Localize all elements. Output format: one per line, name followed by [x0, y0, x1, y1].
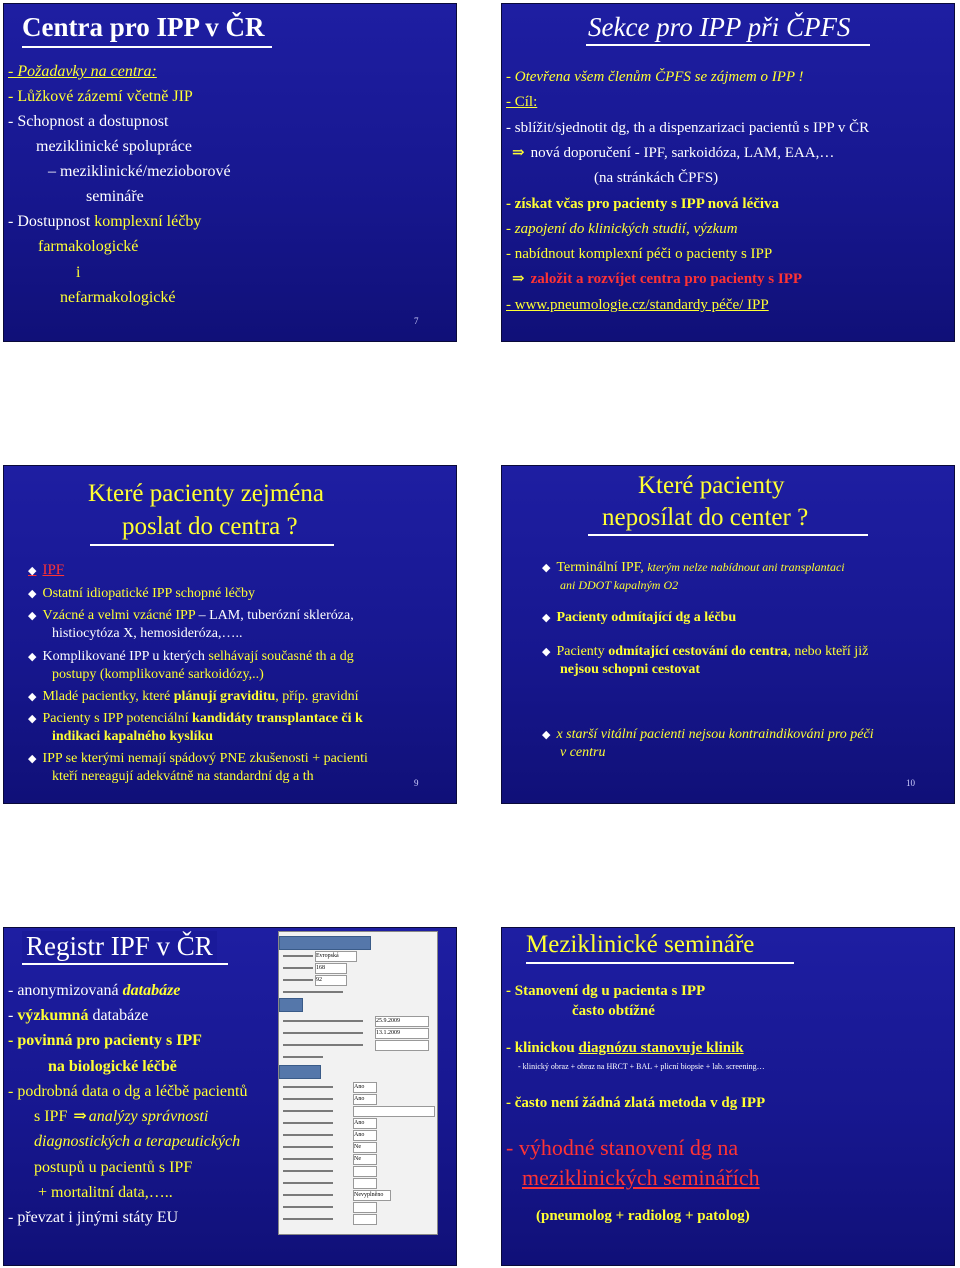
diamond-bullet-icon: ◆ — [28, 691, 37, 703]
slide-title: Meziklinické semináře — [526, 931, 755, 958]
bullet-line: - Lůžkové zázemí včetně JIP — [8, 88, 193, 105]
bullet-line: ◆ Vzácné a velmi vzácné IPP – LAM, tuberózní skleróza, — [28, 608, 354, 623]
bullet-line: ◆ Ostatní idiopatické IPP schopné léčby — [28, 586, 256, 601]
slide-title: neposílat do center ? — [602, 504, 809, 531]
bullet-line: - Požadavky na centra: — [8, 63, 157, 80]
form-value: Ano — [353, 1130, 377, 1141]
bullet-line: i — [76, 264, 81, 281]
slide-meziklinicke-seminare — [501, 927, 955, 1266]
bullet-line: nejsou schopni cestovat — [560, 662, 701, 677]
page-number: 9 — [414, 778, 419, 788]
bullet-line: v centru — [560, 745, 606, 760]
bullet-line: ◆ Pacienty odmítající dg a léčbu — [542, 610, 737, 625]
bullet-line: - výzkumná databáze — [8, 1007, 149, 1024]
bullet-line: ani DDOT kapalným O2 — [560, 578, 679, 592]
double-arrow-icon: ⇒ — [512, 145, 525, 161]
form-value: Ne — [353, 1154, 377, 1165]
bullet-line: ⇒ založit a rozvíjet centra pro pacienty s IPP — [512, 271, 803, 287]
bullet-line: na biologické léčbě — [48, 1058, 177, 1075]
form-value: Ano — [353, 1082, 377, 1093]
double-arrow-icon: ⇒ — [512, 271, 525, 287]
bullet-line: - podrobná data o dg a léčbě pacientů — [8, 1083, 248, 1100]
bullet-line: často obtížné — [572, 1003, 655, 1019]
form-section-header — [279, 998, 303, 1012]
bullet-line: postupy (komplikované sarkoidózy,..) — [52, 667, 264, 682]
diamond-bullet-icon: ◆ — [28, 713, 37, 725]
bullet-line: - povinná pro pacienty s IPF — [8, 1032, 202, 1049]
bullet-line: ◆ x starší vitální pacienti nejsou kontraindikováni pro péči — [542, 727, 874, 742]
bullet-line: farmakologické — [38, 238, 139, 255]
bullet-line: - Schopnost a dostupnost — [8, 113, 169, 130]
slide-title: Sekce pro IPP při ČPFS — [588, 12, 851, 42]
slide-registr-ipf — [3, 927, 457, 1266]
bullet-line: ◆ IPF — [28, 562, 65, 578]
bullet-line: semináře — [86, 188, 144, 205]
form-value: Ano — [353, 1094, 377, 1105]
bullet-line: ⇒ nová doporučení - IPF, sarkoidóza, LAM, EAA,… — [512, 145, 835, 161]
bullet-line: ◆ Komplikované IPP u kterých selhávají současné th a dg — [28, 649, 354, 664]
slide-title: Registr IPF v ČR — [22, 931, 217, 962]
title-underline — [526, 962, 794, 964]
bullet-line: - Dostupnost komplexní léčby — [8, 213, 202, 230]
form-section-header — [279, 936, 371, 950]
bullet-line: - převzat i jinými státy EU — [8, 1209, 179, 1226]
slide-title: poslat do centra ? — [122, 513, 298, 540]
page-number: 10 — [906, 778, 915, 788]
bullet-line: - sblížit/sjednotit dg, th a dispenzarizaci pacientů s IPP v ČR — [506, 120, 870, 136]
diamond-bullet-icon: ◆ — [542, 562, 551, 574]
slide-title: Které pacienty zejména — [88, 480, 324, 507]
diamond-bullet-icon: ◆ — [542, 729, 551, 741]
form-value: Evropská — [315, 951, 357, 962]
bullet-line: diagnostických a terapeutických — [34, 1133, 241, 1150]
title-underline — [588, 534, 868, 536]
bullet-line: indikaci kapalného kyslíku — [52, 729, 214, 744]
double-arrow-icon: ⇒ — [73, 1108, 87, 1125]
slide-sekce-pro-ipp — [501, 3, 955, 342]
bullet-line: kteří nereagují adekvátně na standardní dg a th — [52, 769, 314, 784]
title-underline — [22, 963, 228, 965]
bullet-line: (na stránkách ČPFS) — [594, 170, 719, 186]
form-value: 13.1.2009 — [375, 1028, 429, 1039]
bullet-line: nefarmakologické — [60, 289, 176, 306]
slide-centra-pro-ipp — [3, 3, 457, 342]
diamond-bullet-icon: ◆ — [28, 610, 37, 622]
form-value: 92 — [315, 975, 347, 986]
form-value: Ne — [353, 1142, 377, 1153]
title-underline — [586, 44, 870, 46]
slide-title: Které pacienty — [638, 472, 785, 499]
diamond-bullet-icon: ◆ — [28, 588, 37, 600]
bullet-line: ◆ Pacienty s IPP potenciální kandidáty transplantace či k — [28, 711, 363, 726]
bullet-line: ◆ Pacienty odmítající cestování do centra, nebo kteří již — [542, 644, 869, 659]
bullet-line: meziklinické spolupráce — [36, 138, 192, 155]
diamond-bullet-icon: ◆ — [28, 565, 37, 577]
bullet-line: - Stanovení dg u pacienta s IPP — [506, 983, 706, 999]
website-link[interactable]: - www.pneumologie.cz/standardy péče/ IPP — [506, 297, 769, 313]
bullet-line: - Otevřena všem členům ČPFS se zájmem o IPP ! — [506, 69, 804, 85]
bullet-line: + mortalitní data,….. — [38, 1184, 173, 1201]
page-number: 7 — [414, 316, 419, 326]
form-value: Ano — [353, 1118, 377, 1129]
slide-title: Centra pro IPP v ČR — [22, 12, 265, 42]
registry-form-screenshot — [278, 931, 438, 1235]
bullet-line: - Cíl: — [506, 94, 538, 110]
diamond-bullet-icon: ◆ — [542, 612, 551, 624]
bullet-line: - anonymizovaná databáze — [8, 982, 181, 999]
bullet-line: ◆ IPP se kterými nemají spádový PNE zkušenosti + pacienti — [28, 751, 368, 766]
bullet-line: ◆ Terminální IPF, kterým nelze nabídnout ani transplantaci — [542, 560, 845, 575]
form-value: 25.9.2009 — [375, 1016, 429, 1027]
bullet-line: meziklinických seminářích — [522, 1165, 760, 1190]
bullet-line: - získat včas pro pacienty s IPP nová léčiva — [506, 196, 780, 212]
title-underline — [22, 46, 272, 48]
bullet-line: - nabídnout komplexní péči o pacienty s IPP — [506, 246, 773, 262]
bullet-line: - často není žádná zlatá metoda v dg IPP — [506, 1095, 766, 1111]
bullet-line: - klinickou diagnózu stanovuje klinik — [506, 1040, 744, 1056]
bullet-line: - klinický obraz + obraz na HRCT + BAL + plicní biopsie + lab. screening… — [518, 1062, 765, 1071]
title-underline — [90, 544, 334, 546]
bullet-line: - zapojení do klinických studií, výzkum — [506, 221, 738, 237]
bullet-line: postupů u pacientů s IPF — [34, 1159, 193, 1176]
form-value: Nevyplněno — [353, 1190, 391, 1201]
form-value: 168 — [315, 963, 347, 974]
diamond-bullet-icon: ◆ — [28, 753, 37, 765]
slide-poslat-do-centra — [3, 465, 457, 804]
bullet-line: ◆ Mladé pacientky, které plánují graviditu, příp. gravidní — [28, 689, 359, 704]
bullet-line: s IPF ⇒ analýzy správnosti — [34, 1108, 209, 1125]
bullet-line: - výhodné stanovení dg na — [506, 1135, 739, 1160]
slide-neposilat-do-center — [501, 465, 955, 804]
form-section-header — [279, 1065, 321, 1079]
bullet-line: histiocytóza X, hemosideróza,….. — [52, 626, 243, 641]
bullet-line: – meziklinické/mezioborové — [48, 163, 231, 180]
diamond-bullet-icon: ◆ — [542, 646, 551, 658]
bullet-line: (pneumolog + radiolog + patolog) — [536, 1208, 750, 1224]
diamond-bullet-icon: ◆ — [28, 651, 37, 663]
